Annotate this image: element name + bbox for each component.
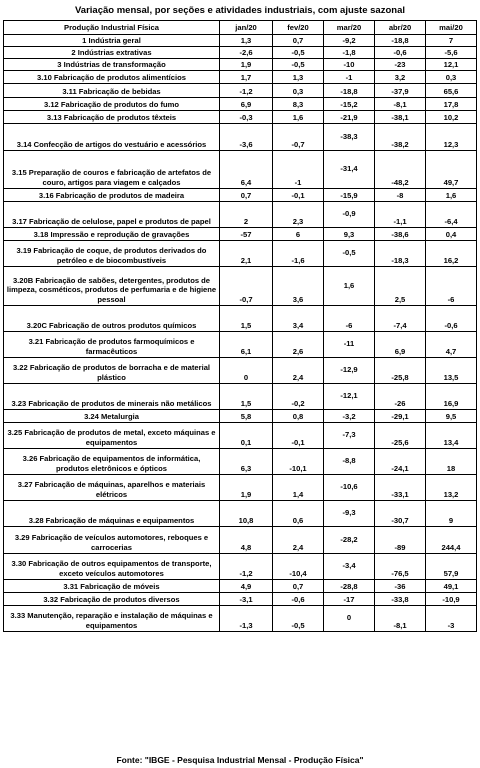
table-body [4, 35, 477, 632]
value-cell: 12,1 [426, 59, 477, 71]
value-cell: 1,9 [220, 475, 273, 501]
row-label: 3.13 Fabricação de produtos têxteis [4, 111, 220, 124]
value-cell: 0,3 [426, 71, 477, 84]
row-label: 1 Indústria geral [4, 35, 220, 47]
row-label: 2 Indústrias extrativas [4, 47, 220, 59]
value-cell: -21,9 [324, 111, 375, 124]
value-cell: -0,9 [324, 202, 375, 228]
table-row [4, 111, 477, 124]
value-cell: -0,5 [273, 606, 324, 632]
value-cell: -57 [220, 228, 273, 241]
value-cell: -29,1 [375, 410, 426, 423]
row-label: 3.15 Preparação de couros e fabricação de artefatos de couro, artigos para viagem e calçados [4, 151, 220, 189]
value-cell: 9 [426, 501, 477, 527]
value-cell: -10,1 [273, 449, 324, 475]
row-label: 3.32 Fabricação de produtos diversos [4, 593, 220, 606]
table-row [4, 189, 477, 202]
value-cell: 6,4 [220, 151, 273, 189]
table-row [4, 384, 477, 410]
value-cell: -24,1 [375, 449, 426, 475]
row-label: 3.20B Fabricação de sabões, detergentes, produtos de limpeza, cosméticos, produtos de perfumaria e de higiene pessoal [4, 267, 220, 306]
industrial-production-table [3, 20, 477, 632]
value-cell: 3,6 [273, 267, 324, 306]
table-row [4, 475, 477, 501]
value-cell: -89 [375, 527, 426, 554]
value-cell: -3,1 [220, 593, 273, 606]
value-cell: 6 [273, 228, 324, 241]
column-header: mai/20 [426, 21, 477, 35]
value-cell: -1,3 [220, 606, 273, 632]
row-label: 3.19 Fabricação de coque, de produtos derivados do petróleo e de biocombustíveis [4, 241, 220, 267]
value-cell: 13,5 [426, 358, 477, 384]
value-cell: -12,1 [324, 384, 375, 410]
value-cell: -6 [426, 267, 477, 306]
row-label: 3.20C Fabricação de outros produtos químicos [4, 306, 220, 332]
value-cell: -1 [273, 151, 324, 189]
value-cell: -9,3 [324, 501, 375, 527]
value-cell: -0,3 [220, 111, 273, 124]
value-cell: 0 [220, 358, 273, 384]
value-cell: -48,2 [375, 151, 426, 189]
value-cell: -36 [375, 580, 426, 593]
value-cell: 0,7 [273, 35, 324, 47]
column-header: Produção Industrial Física [4, 21, 220, 35]
value-cell: 9,5 [426, 410, 477, 423]
value-cell: -3 [426, 606, 477, 632]
column-header: jan/20 [220, 21, 273, 35]
value-cell: 1,5 [220, 384, 273, 410]
row-label: 3.29 Fabricação de veículos automotores, reboques e carrocerias [4, 527, 220, 554]
value-cell: -28,2 [324, 527, 375, 554]
value-cell: 1,4 [273, 475, 324, 501]
value-cell: 9,3 [324, 228, 375, 241]
value-cell: -6,4 [426, 202, 477, 228]
value-cell: 2 [220, 202, 273, 228]
value-cell: -76,5 [375, 554, 426, 580]
value-cell: 13,4 [426, 423, 477, 449]
value-cell: 244,4 [426, 527, 477, 554]
value-cell: 1,7 [220, 71, 273, 84]
value-cell: -1,8 [324, 47, 375, 59]
value-cell: -11 [324, 332, 375, 358]
value-cell: -18,3 [375, 241, 426, 267]
value-cell: 2,4 [273, 527, 324, 554]
value-cell: 49,7 [426, 151, 477, 189]
value-cell: 0,7 [273, 580, 324, 593]
value-cell: 6,9 [220, 98, 273, 111]
value-cell: -38,3 [324, 124, 375, 151]
value-cell: 2,3 [273, 202, 324, 228]
value-cell: -0,5 [273, 59, 324, 71]
table-row [4, 554, 477, 580]
value-cell: -33,8 [375, 593, 426, 606]
value-cell: -30,7 [375, 501, 426, 527]
value-cell: 6,3 [220, 449, 273, 475]
value-cell: -0,1 [273, 423, 324, 449]
value-cell: 18 [426, 449, 477, 475]
value-cell: -7,3 [324, 423, 375, 449]
value-cell: -10,6 [324, 475, 375, 501]
value-cell: 7 [426, 35, 477, 47]
value-cell: -2,6 [220, 47, 273, 59]
value-cell: -1 [324, 71, 375, 84]
value-cell: -15,9 [324, 189, 375, 202]
value-cell: 1,3 [220, 35, 273, 47]
value-cell: 65,6 [426, 84, 477, 98]
value-cell: 13,2 [426, 475, 477, 501]
table-row [4, 59, 477, 71]
value-cell: -23 [375, 59, 426, 71]
value-cell: -25,6 [375, 423, 426, 449]
table-row [4, 332, 477, 358]
value-cell: 16,9 [426, 384, 477, 410]
row-label: 3.12 Fabricação de produtos do fumo [4, 98, 220, 111]
row-label: 3.21 Fabricação de produtos farmoquímicos e farmacêuticos [4, 332, 220, 358]
value-cell: -1,2 [220, 554, 273, 580]
value-cell: -0,5 [324, 241, 375, 267]
value-cell: -6 [324, 306, 375, 332]
value-cell: -12,9 [324, 358, 375, 384]
value-cell: 10,8 [220, 501, 273, 527]
row-label: 3.30 Fabricação de outros equipamentos de transporte, exceto veículos automotores [4, 554, 220, 580]
table-row [4, 35, 477, 47]
column-header: mar/20 [324, 21, 375, 35]
value-cell: -18,8 [324, 84, 375, 98]
row-label: 3.14 Confecção de artigos do vestuário e acessórios [4, 124, 220, 151]
row-label: 3.25 Fabricação de produtos de metal, exceto máquinas e equipamentos [4, 423, 220, 449]
table-row [4, 267, 477, 306]
table-row [4, 84, 477, 98]
row-label: 3.11 Fabricação de bebidas [4, 84, 220, 98]
value-cell: -0,6 [426, 306, 477, 332]
value-cell: 1,6 [426, 189, 477, 202]
table-row [4, 527, 477, 554]
table-row [4, 124, 477, 151]
row-label: 3.23 Fabricação de produtos de minerais não metálicos [4, 384, 220, 410]
row-label: 3.17 Fabricação de celulose, papel e produtos de papel [4, 202, 220, 228]
value-cell: 0,3 [273, 84, 324, 98]
value-cell: -25,8 [375, 358, 426, 384]
value-cell: -8 [375, 189, 426, 202]
row-label: 3.22 Fabricação de produtos de borracha e de material plástico [4, 358, 220, 384]
table-row [4, 501, 477, 527]
value-cell: -3,2 [324, 410, 375, 423]
value-cell: -0,7 [220, 267, 273, 306]
value-cell: -26 [375, 384, 426, 410]
table-title: Variação mensal, por seções e atividades industriais, com ajuste sazonal [74, 5, 405, 16]
row-label: 3.10 Fabricação de produtos alimentícios [4, 71, 220, 84]
value-cell: -0,7 [273, 124, 324, 151]
row-label: 3.18 Impressão e reprodução de gravações [4, 228, 220, 241]
value-cell: -9,2 [324, 35, 375, 47]
table-header-row [4, 21, 477, 35]
value-cell: -0,5 [273, 47, 324, 59]
table-row [4, 71, 477, 84]
value-cell: 0,4 [426, 228, 477, 241]
value-cell: 5,8 [220, 410, 273, 423]
value-cell: 16,2 [426, 241, 477, 267]
value-cell: -8,1 [375, 606, 426, 632]
table-row [4, 241, 477, 267]
value-cell: -17 [324, 593, 375, 606]
value-cell: 2,6 [273, 332, 324, 358]
table-row [4, 410, 477, 423]
source-note: Fonte: "IBGE - Pesquisa Industrial Mensal - Produção Física" [116, 755, 364, 765]
table-row [4, 606, 477, 632]
value-cell: -10 [324, 59, 375, 71]
value-cell: 10,2 [426, 111, 477, 124]
value-cell: 12,3 [426, 124, 477, 151]
table-row [4, 202, 477, 228]
value-cell: 3,2 [375, 71, 426, 84]
value-cell: 0,7 [220, 189, 273, 202]
value-cell: 8,3 [273, 98, 324, 111]
value-cell: -8,8 [324, 449, 375, 475]
column-header: fev/20 [273, 21, 324, 35]
value-cell: 3,4 [273, 306, 324, 332]
table-row [4, 449, 477, 475]
value-cell: -1,2 [220, 84, 273, 98]
table-row [4, 580, 477, 593]
value-cell: 2,5 [375, 267, 426, 306]
table-row [4, 593, 477, 606]
value-cell: 4,9 [220, 580, 273, 593]
value-cell: -5,6 [426, 47, 477, 59]
value-cell: -1,6 [273, 241, 324, 267]
value-cell: -37,9 [375, 84, 426, 98]
row-label: 3.33 Manutenção, reparação e instalação de máquinas e equipamentos [4, 606, 220, 632]
value-cell: 2,4 [273, 358, 324, 384]
row-label: 3.16 Fabricação de produtos de madeira [4, 189, 220, 202]
value-cell: -8,1 [375, 98, 426, 111]
value-cell: -3,6 [220, 124, 273, 151]
value-cell: 17,8 [426, 98, 477, 111]
table-row [4, 228, 477, 241]
value-cell: -18,8 [375, 35, 426, 47]
row-label: 3.27 Fabricação de máquinas, aparelhos e materiais elétricos [4, 475, 220, 501]
value-cell: -15,2 [324, 98, 375, 111]
value-cell: 4,8 [220, 527, 273, 554]
row-label: 3 Indústrias de transformação [4, 59, 220, 71]
table-row [4, 47, 477, 59]
value-cell: -0,6 [273, 593, 324, 606]
value-cell: 6,1 [220, 332, 273, 358]
value-cell: 1,3 [273, 71, 324, 84]
value-cell: 6,9 [375, 332, 426, 358]
value-cell: -38,6 [375, 228, 426, 241]
value-cell: 1,6 [324, 267, 375, 306]
table-row [4, 423, 477, 449]
value-cell: 1,5 [220, 306, 273, 332]
value-cell: 0,1 [220, 423, 273, 449]
value-cell: -0,6 [375, 47, 426, 59]
value-cell: 2,1 [220, 241, 273, 267]
value-cell: -28,8 [324, 580, 375, 593]
value-cell: 57,9 [426, 554, 477, 580]
row-label: 3.26 Fabricação de equipamentos de informática, produtos eletrônicos e ópticos [4, 449, 220, 475]
value-cell: -33,1 [375, 475, 426, 501]
table-row [4, 98, 477, 111]
row-label: 3.28 Fabricação de máquinas e equipamentos [4, 501, 220, 527]
value-cell: -10,4 [273, 554, 324, 580]
table-row [4, 151, 477, 189]
row-label: 3.24 Metalurgia [4, 410, 220, 423]
value-cell: -3,4 [324, 554, 375, 580]
value-cell: 1,9 [220, 59, 273, 71]
value-cell: -31,4 [324, 151, 375, 189]
row-label: 3.31 Fabricação de móveis [4, 580, 220, 593]
value-cell: 0,8 [273, 410, 324, 423]
value-cell: -7,4 [375, 306, 426, 332]
table-row [4, 358, 477, 384]
value-cell: 4,7 [426, 332, 477, 358]
value-cell: -10,9 [426, 593, 477, 606]
value-cell: 0,6 [273, 501, 324, 527]
table-row [4, 306, 477, 332]
value-cell: 1,6 [273, 111, 324, 124]
value-cell: -38,1 [375, 111, 426, 124]
column-header: abr/20 [375, 21, 426, 35]
value-cell: -1,1 [375, 202, 426, 228]
value-cell: 0 [324, 606, 375, 632]
value-cell: -0,2 [273, 384, 324, 410]
value-cell: -38,2 [375, 124, 426, 151]
value-cell: -0,1 [273, 189, 324, 202]
value-cell: 49,1 [426, 580, 477, 593]
